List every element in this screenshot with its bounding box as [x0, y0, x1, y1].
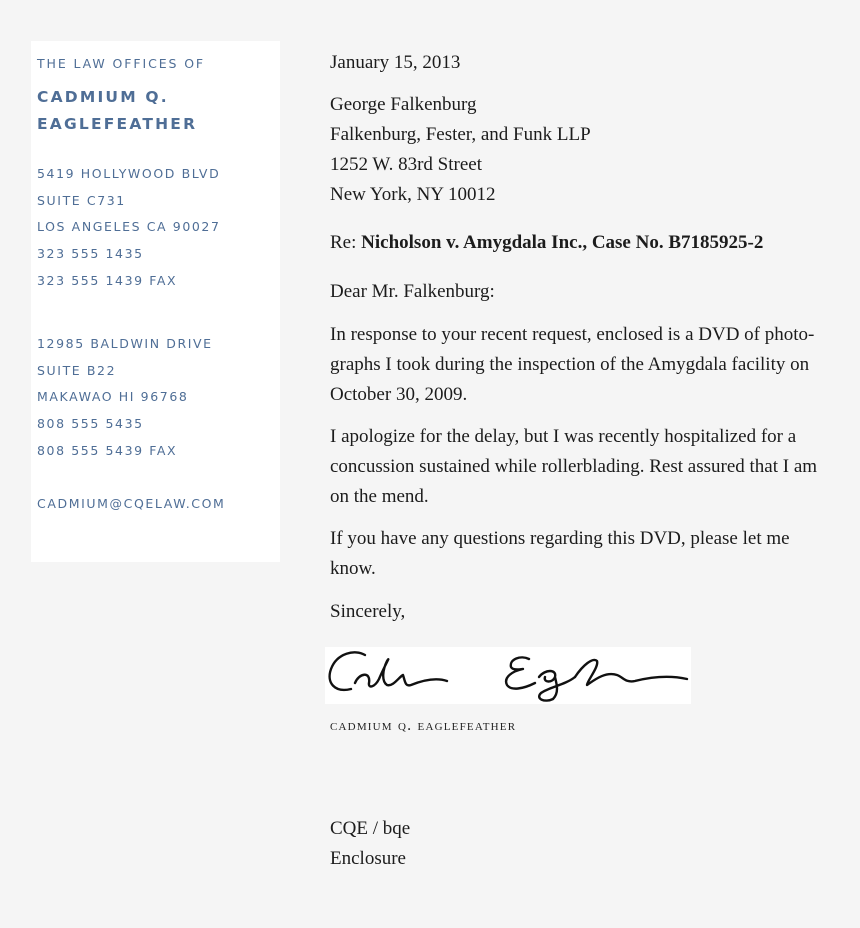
- address-suite: SUITE C731: [37, 192, 126, 208]
- subject-text: Nicholson v. Amygdala Inc., Case No. B7185925-2: [361, 232, 764, 253]
- letterhead-sidebar: [31, 41, 280, 562]
- reference-initials: CQE / bqe: [330, 818, 411, 839]
- recipient-firm: Falkenburg, Fester, and Funk LLP: [330, 124, 591, 145]
- subject-line: [330, 228, 763, 258]
- recipient-street: 1252 W. 83rd Street: [330, 154, 482, 175]
- fax-number: 808 555 5439 FAX: [37, 442, 178, 458]
- subject-label: Re:: [330, 232, 357, 253]
- paragraph-line: If you have any questions regarding this DVD, please let me: [330, 528, 790, 549]
- address-street: 5419 HOLLYWOOD BLVD: [37, 166, 221, 181]
- signer-name: cadmium q. eaglefeather: [330, 717, 517, 734]
- office-address-makawao: [37, 331, 213, 465]
- address-city: MAKAWAO HI 96768: [37, 389, 189, 405]
- address-suite: SUITE B22: [37, 362, 117, 378]
- address-street: 12985 BALDWIN DRIVE: [37, 336, 213, 351]
- paragraph-line: know.: [330, 558, 376, 579]
- recipient-city: New York, NY 10012: [330, 184, 496, 205]
- address-city: LOS ANGELES CA 90027: [37, 219, 221, 235]
- paragraph-line: on the mend.: [330, 486, 429, 507]
- paragraph-line: In response to your recent request, enclosed is a DVD of photo-: [330, 324, 815, 345]
- letter-date: January 15, 2013: [330, 52, 461, 73]
- signature-image: [325, 647, 691, 704]
- recipient-name: George Falkenburg: [330, 94, 477, 115]
- handwritten-signature: [325, 647, 691, 704]
- phone-number: 808 555 5435: [37, 416, 144, 432]
- firm-name: [37, 84, 197, 138]
- paragraph-line: October 30, 2009.: [330, 384, 468, 405]
- email-address: CADMIUM@CQELAW.COM: [37, 496, 226, 511]
- letterhead-heading: THE LAW OFFICES OF: [37, 56, 206, 71]
- phone-number: 323 555 1435: [37, 246, 144, 262]
- paragraph-line: I apologize for the delay, but I was recently hospitalized for a: [330, 426, 797, 447]
- closing: Sincerely,: [330, 601, 406, 622]
- firm-name-line-2: EAGLEFEATHER: [37, 115, 198, 133]
- paragraph-2: [330, 422, 840, 512]
- office-address-los-angeles: [37, 161, 221, 295]
- paragraph-1: [330, 320, 840, 410]
- paragraph-line: concussion sustained while rollerblading. Rest assured that I am: [330, 456, 818, 477]
- recipient-address: [330, 90, 840, 210]
- salutation: Dear Mr. Falkenburg:: [330, 281, 495, 302]
- firm-name-line-1: CADMIUM Q.: [37, 88, 169, 106]
- enclosure-note: Enclosure: [330, 848, 406, 869]
- paragraph-line: graphs I took during the inspection of the Amygdala facility on: [330, 354, 810, 375]
- fax-number: 323 555 1439 FAX: [37, 272, 178, 288]
- paragraph-3: [330, 524, 840, 584]
